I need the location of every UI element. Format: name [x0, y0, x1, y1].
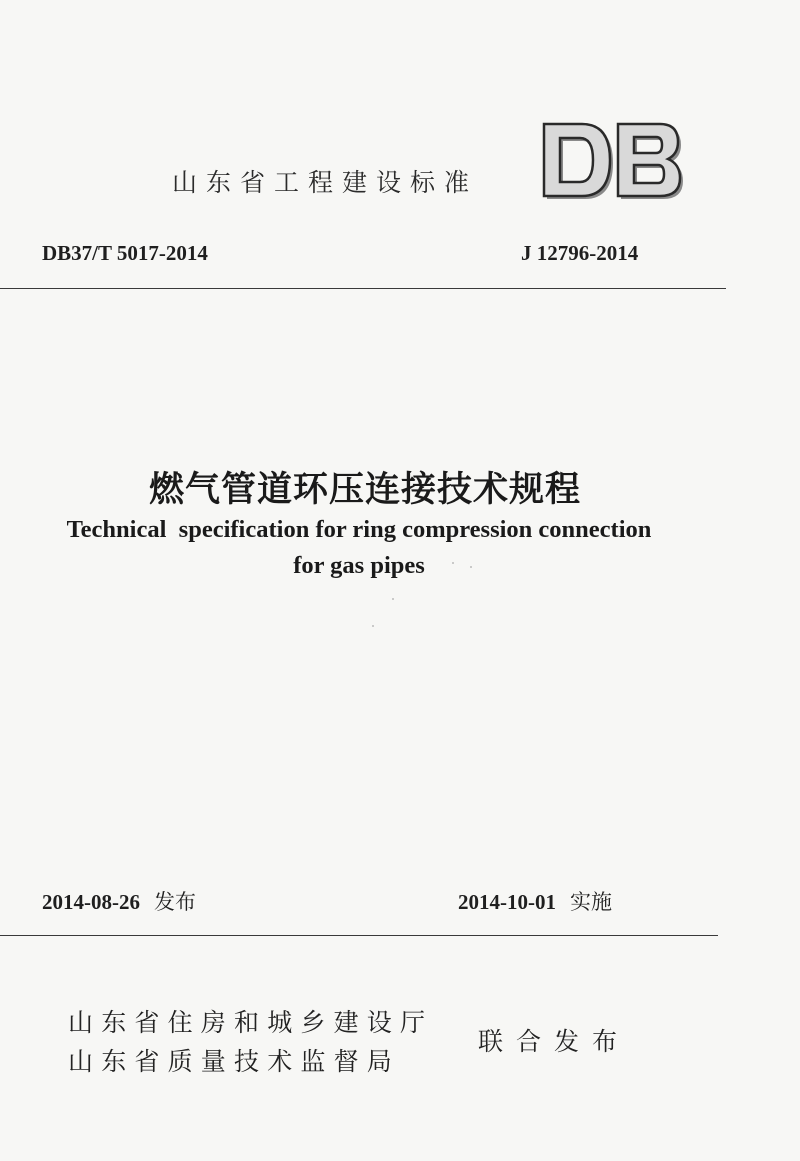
joint-issue-label: 联合发布: [478, 1027, 631, 1056]
db-logo-icon: [538, 120, 684, 200]
implement-date: 2014-10-01: [458, 890, 556, 914]
publish-label: 发布: [154, 890, 196, 914]
title-chinese: 燃气管道环压连接技术规程: [148, 469, 581, 510]
standard-code: DB37/T 5017-2014: [42, 241, 208, 265]
title-english-line1: Technical specification for ring compression connection: [66, 516, 652, 543]
standard-type: 山东省工程建设标准: [172, 168, 479, 197]
implement-label: 实施: [570, 890, 612, 914]
title-english-line2: for gas pipes: [293, 552, 425, 579]
paper-speck: [372, 625, 374, 627]
publish-date: 2014-08-26: [42, 890, 140, 914]
top-divider: [0, 288, 726, 289]
bottom-divider: [0, 935, 718, 936]
paper-speck: [470, 566, 472, 568]
publish-date-block: [42, 886, 196, 916]
title-english: [0, 512, 718, 584]
paper-speck: [392, 598, 394, 600]
paper-speck: [452, 562, 454, 564]
issuer-quality-bureau: 山东省质量技术监督局: [68, 1047, 401, 1076]
record-code: J 12796-2014: [521, 241, 639, 265]
implement-date-block: [458, 886, 612, 916]
issuer-housing-department: 山东省住房和城乡建设厅: [68, 1008, 434, 1037]
